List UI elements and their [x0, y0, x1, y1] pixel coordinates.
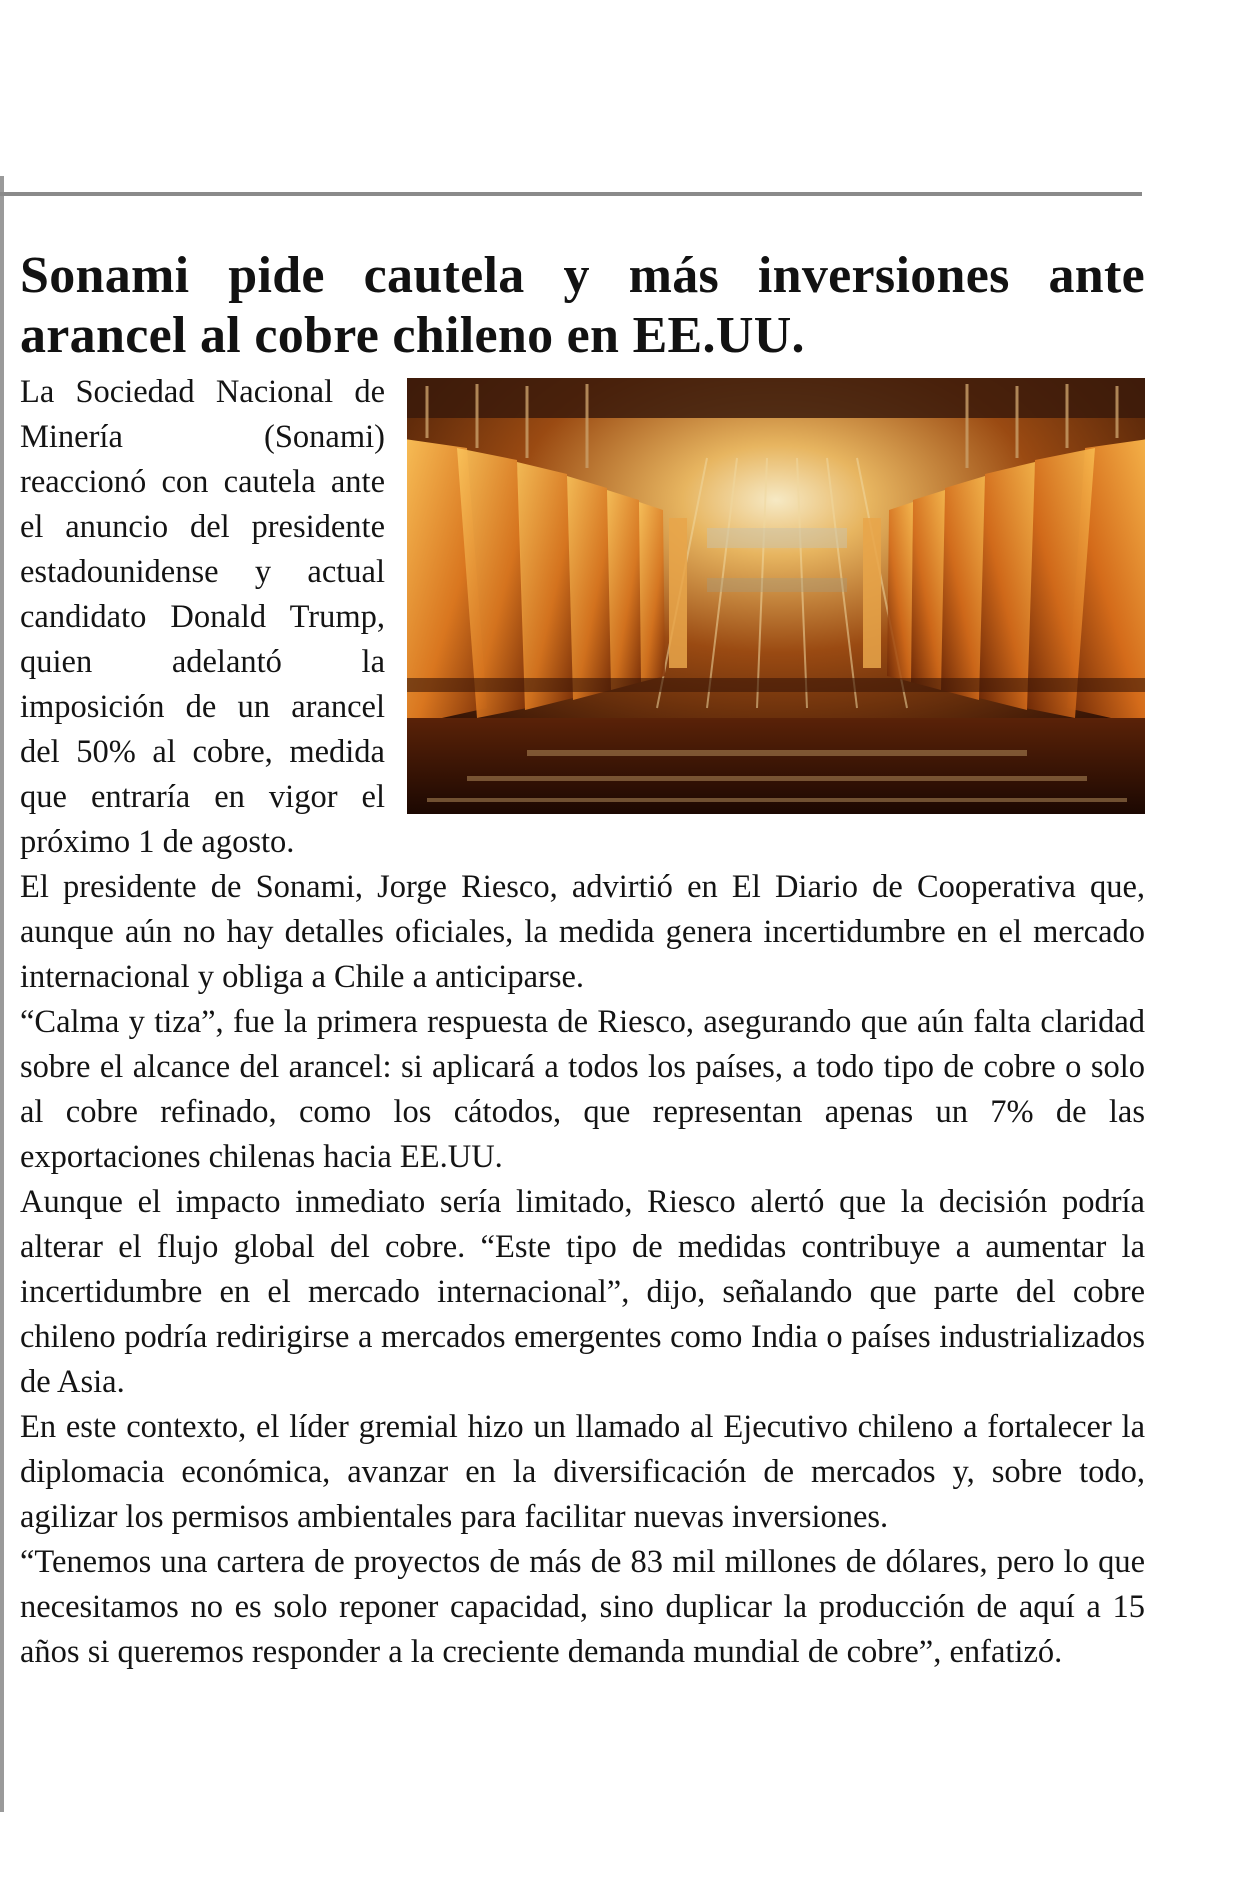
copper-cathodes-photo: [407, 378, 1145, 814]
article-headline: Sonami pide cautela y más inversiones ante arancel al cobre chileno en EE.UU.: [20, 247, 1145, 364]
news-article: [20, 246, 1145, 1675]
article-paragraph: “Tenemos una cartera de proyectos de más de 83 mil millones de dólares, pero lo que necesitamos no es solo reponer capacidad, sino duplicar la producción de aquí a 15 años si queremos responder a la creciente demanda mundial de cobre”, enfatizó.: [20, 1544, 1145, 1670]
section-top-rule: [0, 192, 1142, 196]
article-paragraph: La Sociedad Nacional de Minería (Sonami) reaccionó con cautela ante el anuncio del presidente estadounidense y actual candidato Donald Trump, quien adelantó la imposición de un arancel del 50% al cobre, medida que entraría en vigor el próximo 1 de agosto.: [20, 374, 385, 860]
article-paragraph: El presidente de Sonami, Jorge Riesco, advirtió en El Diario de Cooperativa que, aunque aún no hay detalles oficiales, la medida genera incertidumbre en el mercado internacional y obliga a Chile a anticiparse.: [20, 869, 1145, 995]
article-paragraph: “Calma y tiza”, fue la primera respuesta de Riesco, asegurando que aún falta claridad sobre el alcance del arancel: si aplicará a todos los países, a todo tipo de cobre o solo al cobre refinado, como los cátodos, que representan apenas un 7% de las exportaciones chilenas hacia EE.UU.: [20, 1004, 1145, 1175]
column-left-rule: [0, 176, 4, 1812]
article-paragraph: En este contexto, el líder gremial hizo un llamado al Ejecutivo chileno a fortalecer la diplomacia económica, avanzar en la diversificación de mercados y, sobre todo, agilizar los permisos ambientales para facilitar nuevas inversiones.: [20, 1409, 1145, 1535]
article-paragraph: Aunque el impacto inmediato sería limitado, Riesco alertó que la decisión podría alterar el flujo global del cobre. “Este tipo de medidas contribuye a aumentar la incertidumbre en el mercado internacional”, dijo, señalando que parte del cobre chileno podría redirigirse a mercados emergentes como India o países industrializados de Asia.: [20, 1184, 1145, 1400]
article-body: [20, 370, 1145, 1675]
